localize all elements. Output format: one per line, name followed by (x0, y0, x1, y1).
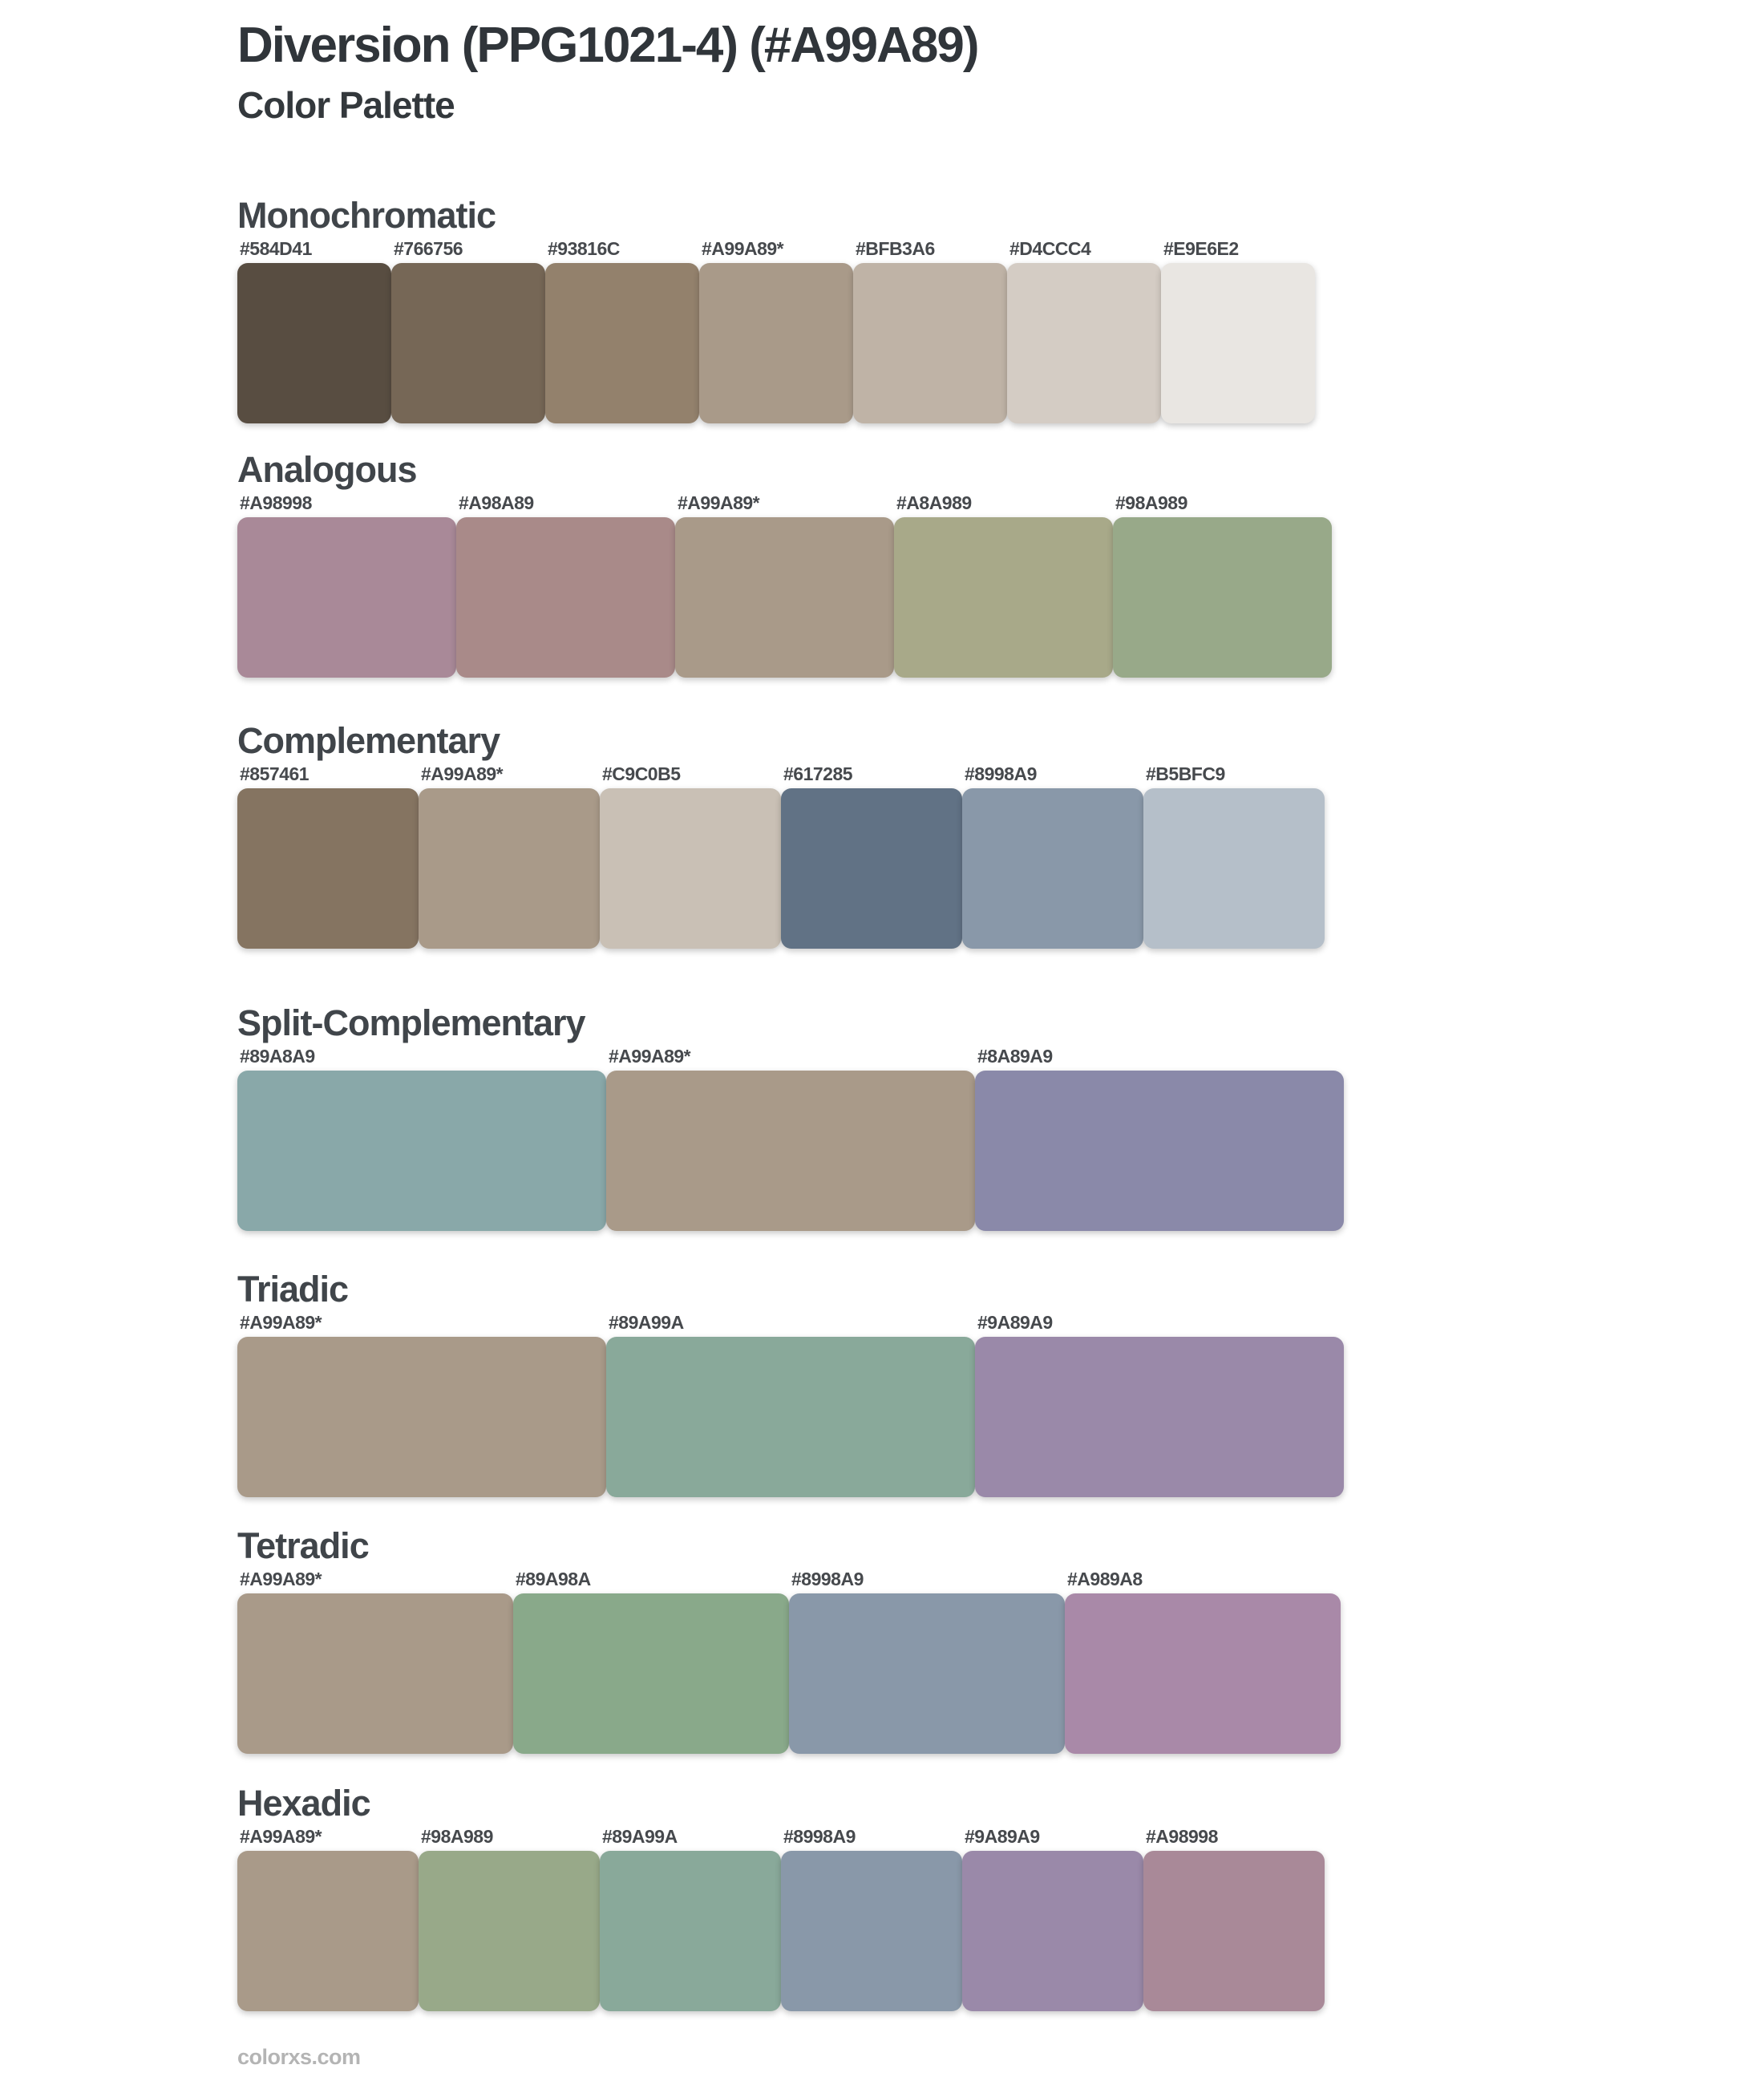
color-swatch[interactable] (1161, 238, 1315, 423)
color-swatch[interactable] (513, 1569, 789, 1754)
swatch-hex-label: #98A989 (1115, 492, 1187, 513)
color-swatch[interactable] (962, 1826, 1143, 2011)
swatch-hex-label: #8A89A9 (977, 1046, 1053, 1067)
color-swatch[interactable] (675, 492, 894, 678)
color-swatch[interactable] (781, 1826, 962, 2011)
palette-section-analogous (237, 451, 1440, 678)
swatch-hex-label: #766756 (394, 238, 463, 259)
swatch-hex-label: #A989A8 (1067, 1569, 1143, 1589)
color-swatch[interactable] (606, 1312, 975, 1497)
swatch-hex-label: #A99A89* (240, 1826, 322, 1847)
swatch-hex-label: #8998A9 (791, 1569, 864, 1589)
page-title: Diversion (PPG1021-4) (#A99A89) (237, 18, 978, 73)
swatch-hex-label: #A99A89* (678, 492, 760, 513)
color-swatch[interactable] (600, 763, 781, 949)
color-swatch[interactable] (237, 1312, 606, 1497)
color-swatch[interactable] (962, 763, 1143, 949)
swatch-hex-label: #A8A989 (896, 492, 972, 513)
swatch-hex-label: #B5BFC9 (1146, 763, 1225, 784)
color-swatch[interactable] (1007, 238, 1161, 423)
section-heading: Analogous (237, 449, 417, 490)
swatch-hex-label: #D4CCC4 (1009, 238, 1091, 259)
color-swatch[interactable] (419, 763, 600, 949)
swatch-hex-label: #89A8A9 (240, 1046, 315, 1067)
swatch-hex-label: #857461 (240, 763, 310, 784)
swatch-row (237, 1826, 1325, 2011)
palette-section-split-complementary (237, 1002, 1440, 1231)
color-swatch[interactable] (237, 763, 419, 949)
swatch-row (237, 763, 1325, 949)
swatch-hex-label: #8998A9 (783, 1826, 856, 1847)
color-swatch[interactable] (237, 492, 456, 678)
color-swatch[interactable] (545, 238, 699, 423)
color-swatch[interactable] (781, 763, 962, 949)
swatch-hex-label: #98A989 (421, 1826, 493, 1847)
color-swatch[interactable] (1143, 763, 1325, 949)
swatch-hex-label: #A99A89* (609, 1046, 691, 1067)
color-swatch[interactable] (391, 238, 545, 423)
section-heading: Triadic (237, 1269, 349, 1310)
color-swatch[interactable] (975, 1046, 1344, 1231)
swatch-hex-label: #584D41 (240, 238, 312, 259)
swatch-row (237, 492, 1332, 678)
swatch-hex-label: #A99A89* (240, 1569, 322, 1589)
swatch-hex-label: #C9C0B5 (602, 763, 681, 784)
swatch-hex-label: #A99A89* (421, 763, 504, 784)
section-heading: Complementary (237, 720, 500, 761)
swatch-row (237, 1312, 1344, 1497)
palette-section-tetradic (237, 1525, 1440, 1754)
swatch-hex-label: #89A98A (516, 1569, 591, 1589)
section-heading: Monochromatic (237, 195, 496, 236)
color-swatch[interactable] (699, 238, 853, 423)
color-swatch[interactable] (237, 238, 391, 423)
swatch-row (237, 238, 1315, 423)
color-swatch[interactable] (606, 1046, 975, 1231)
color-swatch[interactable] (853, 238, 1007, 423)
swatch-hex-label: #A98998 (240, 492, 312, 513)
color-swatch[interactable] (237, 1569, 513, 1754)
color-swatch[interactable] (237, 1826, 419, 2011)
footer-site-link[interactable]: colorxs.com (237, 2045, 361, 2069)
section-heading: Hexadic (237, 1783, 370, 1824)
palette-section-complementary (237, 720, 1440, 949)
section-heading: Tetradic (237, 1525, 369, 1566)
swatch-hex-label: #93816C (548, 238, 620, 259)
swatch-hex-label: #A99A89* (702, 238, 784, 259)
swatch-hex-label: #A98A89 (459, 492, 534, 513)
swatch-row (237, 1046, 1344, 1231)
color-swatch[interactable] (975, 1312, 1344, 1497)
color-swatch[interactable] (1113, 492, 1332, 678)
swatch-hex-label: #89A99A (609, 1312, 684, 1333)
swatch-hex-label: #A98998 (1146, 1826, 1218, 1847)
color-swatch[interactable] (789, 1569, 1065, 1754)
swatch-row (237, 1569, 1341, 1754)
color-swatch[interactable] (600, 1826, 781, 2011)
swatch-hex-label: #8998A9 (965, 763, 1037, 784)
color-swatch[interactable] (894, 492, 1113, 678)
swatch-hex-label: #9A89A9 (977, 1312, 1053, 1333)
palette-section-hexadic (237, 1785, 1440, 2011)
swatch-hex-label: #9A89A9 (965, 1826, 1040, 1847)
color-swatch[interactable] (1065, 1569, 1341, 1754)
page-subtitle: Color Palette (237, 84, 455, 126)
palette-section-monochromatic (237, 197, 1440, 423)
color-swatch[interactable] (237, 1046, 606, 1231)
swatch-hex-label: #617285 (783, 763, 853, 784)
swatch-hex-label: #BFB3A6 (856, 238, 935, 259)
color-swatch[interactable] (456, 492, 675, 678)
color-swatch[interactable] (1143, 1826, 1325, 2011)
color-swatch[interactable] (419, 1826, 600, 2011)
section-heading: Split-Complementary (237, 1002, 585, 1043)
swatch-hex-label: #A99A89* (240, 1312, 322, 1333)
swatch-hex-label: #E9E6E2 (1163, 238, 1239, 259)
palette-section-triadic (237, 1271, 1440, 1497)
swatch-hex-label: #89A99A (602, 1826, 678, 1847)
